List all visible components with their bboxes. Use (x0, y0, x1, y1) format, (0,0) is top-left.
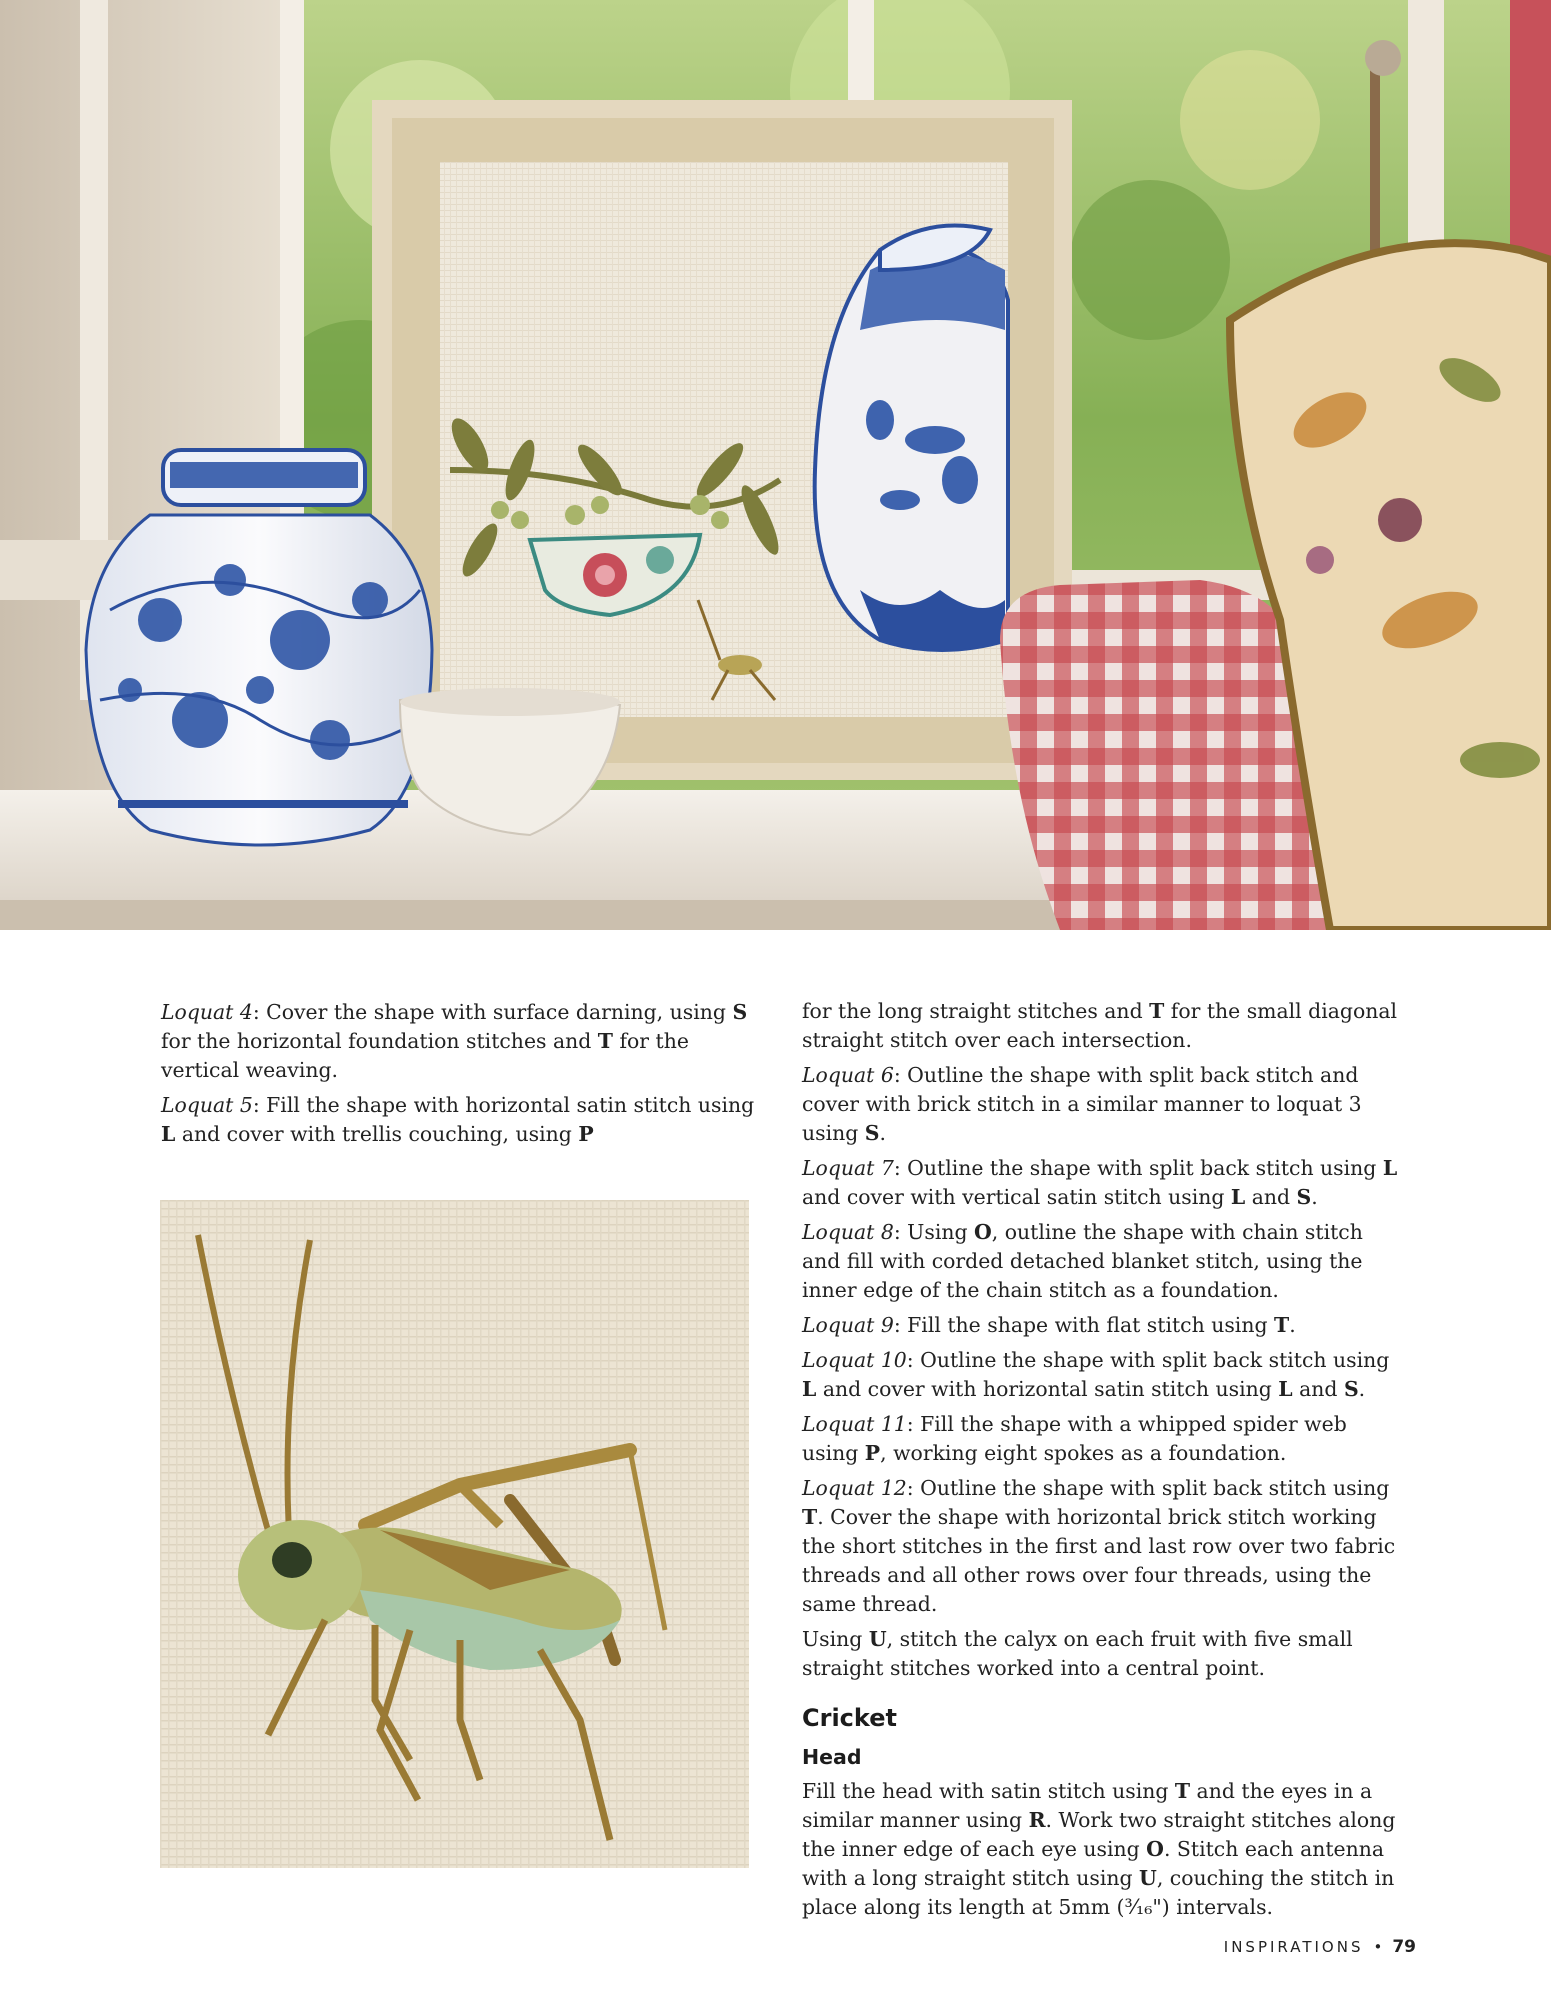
loquat-5-paragraph: Loquat 5: Fill the shape with horizontal satin stitch using L and cover with trellis couching, using P (161, 1093, 755, 1146)
calyx-paragraph: Using U, stitch the calyx on each fruit with five small straight stitches worked into a central point. (802, 1627, 1353, 1680)
loquat-4-paragraph: Loquat 4: Cover the shape with surface darning, using S for the horizontal foundation stitches and T for the vertical weaving. (161, 1000, 748, 1082)
loquat-7-paragraph: Loquat 7: Outline the shape with split back stitch using L and cover with vertical satin stitch using L and S. (802, 1156, 1398, 1209)
head-subheading: Head (802, 1745, 862, 1769)
loquat-5-continuation: for the long straight stitches and T for the small diagonal straight stitch over each intersection. (802, 999, 1398, 1052)
cricket-photo (160, 1200, 749, 1868)
loquat-9-paragraph: Loquat 9: Fill the shape with flat stitch using T. (802, 1313, 1296, 1337)
loquat-8-paragraph: Loquat 8: Using O, outline the shape with chain stitch and fill with corded detached blanket stitch, using the inner edge of the chain stitch as a foundation. (802, 1220, 1363, 1302)
hero-photo (0, 0, 1551, 930)
loquat-10-paragraph: Loquat 10: Outline the shape with split back stitch using L and cover with horizontal satin stitch using L and S. (802, 1348, 1390, 1401)
left-column (161, 998, 755, 1155)
page-footer (1224, 1937, 1416, 1957)
page-number: 79 (1392, 1937, 1416, 1957)
cricket-heading: Cricket (802, 1704, 897, 1732)
footer-separator: • (1373, 1938, 1383, 1956)
head-paragraph: Fill the head with satin stitch using T and the eyes in a similar manner using R. Work two straight stitches along the inner edge of each eye using O. Stitch each antenna with a long straight stitch using U, couching the stitch in place along its length at 5mm (³⁄₁₆") intervals. (802, 1779, 1396, 1919)
loquat-12-paragraph: Loquat 12: Outline the shape with split back stitch using T. Cover the shape with horizontal brick stitch working the short stitches in the first and last row over two fabric threads and all other rows over four threads, using the same thread. (802, 1476, 1396, 1616)
windowsill-scene (0, 0, 1551, 930)
right-column (802, 997, 1402, 1928)
section-name: INSPIRATIONS (1223, 1938, 1364, 1956)
loquat-11-paragraph: Loquat 11: Fill the shape with a whipped spider web using P, working eight spokes as a foundation. (802, 1412, 1347, 1465)
cricket-embroidery (160, 1200, 749, 1868)
loquat-6-paragraph: Loquat 6: Outline the shape with split back stitch and cover with brick stitch in a similar manner to loquat 3 using S. (802, 1063, 1362, 1145)
